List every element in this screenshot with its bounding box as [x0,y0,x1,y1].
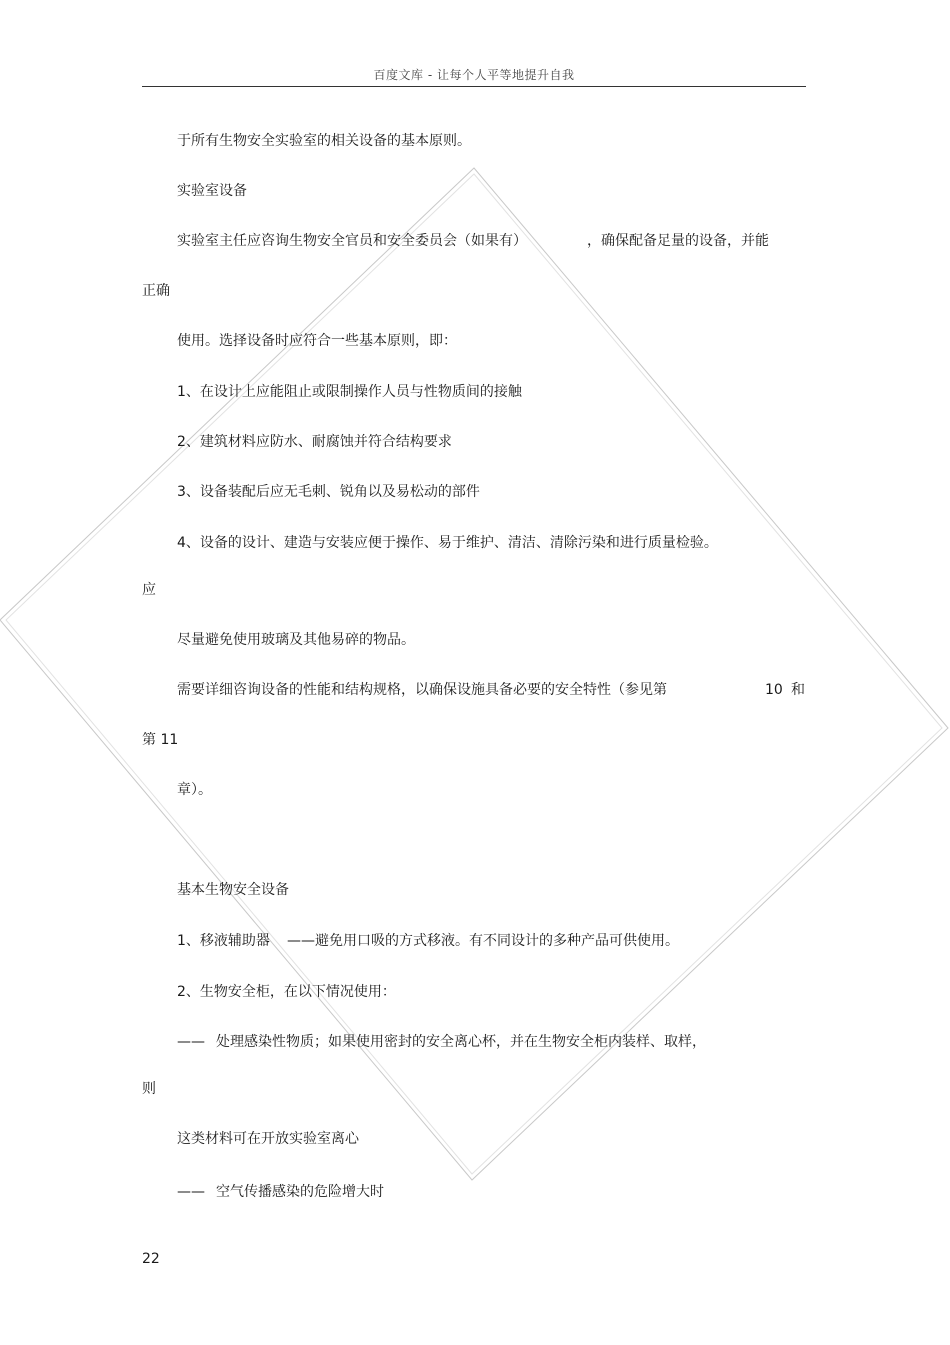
text-line: 于所有生物安全实验室的相关设备的基本原则。 [177,133,471,149]
text-line: 需要详细咨询设备的性能和结构规格，以确保设施具备必要的安全特性（参见第 [177,682,667,698]
section-heading: 实验室设备 [177,183,247,199]
list-item: 2、生物安全柜，在以下情况使用： [177,984,396,1000]
text-line: 尽量避免使用玻璃及其他易碎的物品。 [177,632,415,648]
text-line: 空气传播感染的危险增大时 [216,1184,384,1200]
text-line: 实验室主任应咨询生物安全官员和安全委员会（如果有） [177,233,527,249]
page-number: 22 [142,1251,160,1267]
dash-marker: —— [177,1184,205,1200]
header-divider [142,86,806,87]
list-item: 4、设备的设计、建造与安装应便于操作、易于维护、清洁、清除污染和进行质量检验。 [177,535,718,551]
list-item: 1、移液辅助器 [177,933,270,949]
text-line: 这类材料可在开放实验室离心 [177,1131,359,1147]
text-line: 应 [142,582,156,598]
dash-marker: —— [177,1034,205,1050]
text-line: 和 [791,682,805,698]
text-line: 使用。选择设备时应符合一些基本原则，即： [177,333,457,349]
text-line: 第 11 [142,732,179,748]
text-line: 10 [765,682,783,698]
list-item: 3、设备装配后应无毛刺、锐角以及易松动的部件 [177,484,480,500]
list-item: 2、建筑材料应防水、耐腐蚀并符合结构要求 [177,434,452,450]
text-line: 章）。 [177,782,212,798]
text-line: 正确 [142,283,170,299]
section-heading: 基本生物安全设备 [177,882,289,898]
page-header: 百度文库 - 让每个人平等地提升自我 [373,68,575,82]
text-line: ，确保配备足量的设备，并能 [587,233,769,249]
text-line: ——避免用口吸的方式移液。有不同设计的多种产品可供使用。 [287,933,679,949]
text-line: 则 [142,1081,156,1097]
list-item: 1、在设计上应能阻止或限制操作人员与性物质间的接触 [177,384,522,400]
text-line: 处理感染性物质；如果使用密封的安全离心杯，并在生物安全柜内装样、取样， [216,1034,706,1050]
